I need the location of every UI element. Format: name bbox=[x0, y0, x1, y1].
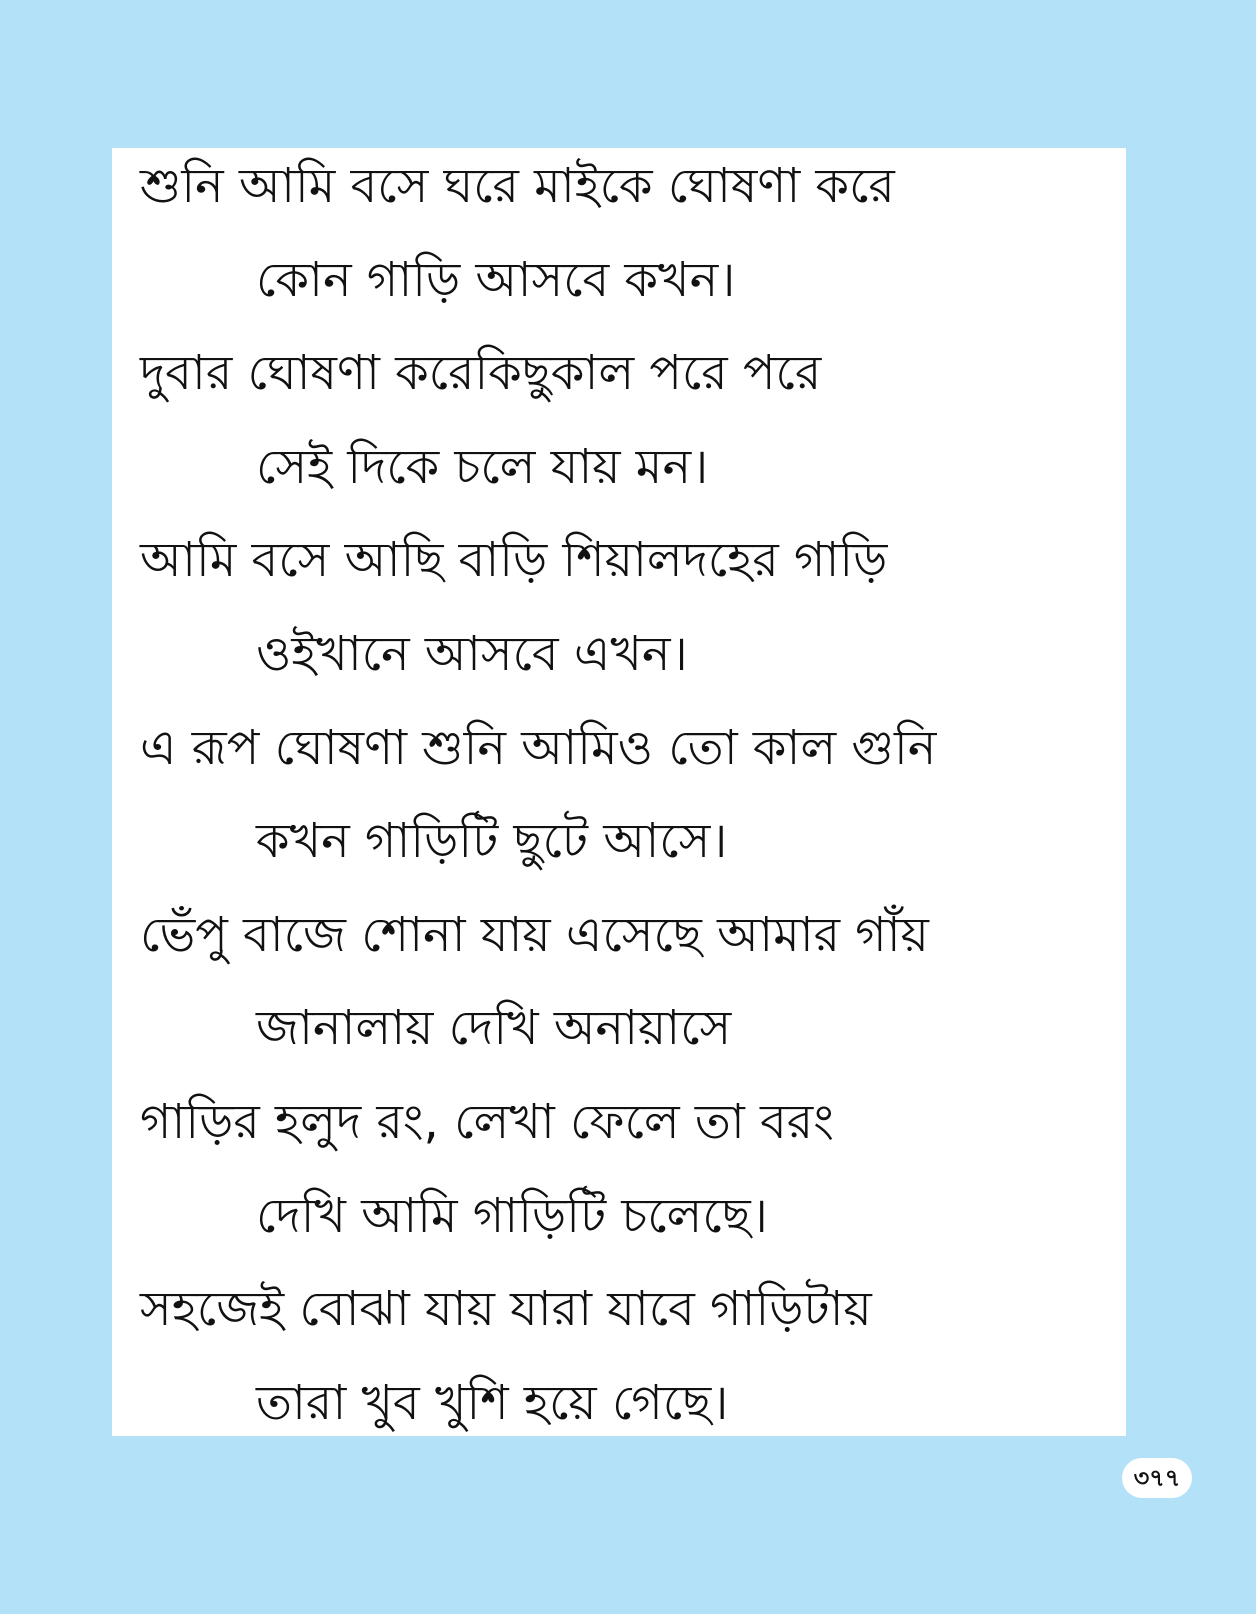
poem-line: কখন গাড়িটি ছুটে আসে। bbox=[256, 813, 728, 869]
poem-line: সেই দিকে চলে যায় মন। bbox=[256, 439, 709, 495]
poem-line: আমি বসে আছি বাড়ি শিয়ালদহের গাড়ি bbox=[140, 532, 888, 588]
poem-line: সহজেই বোঝা যায় যারা যাবে গাড়িটায় bbox=[140, 1281, 872, 1337]
page-number: ৩৭৭ bbox=[1122, 1458, 1192, 1498]
poem-line: ভেঁপু বাজে শোনা যায় এসেছে আমার গাঁয় bbox=[140, 907, 929, 963]
poem-line: এ রূপ ঘোষণা শুনি আমিও তো কাল গুনি bbox=[140, 720, 937, 776]
poem-line: দুবার ঘোষণা করেকিছুকাল পরে পরে bbox=[140, 345, 822, 401]
poem-line: দেখি আমি গাড়িটি চলেছে। bbox=[256, 1188, 768, 1244]
poem-line: কোন গাড়ি আসবে কখন। bbox=[256, 252, 736, 308]
poem-line: গাড়ির হলুদ রং, লেখা ফেলে তা বরং bbox=[140, 1094, 834, 1150]
poem-line: জানালায় দেখি অনায়াসে bbox=[256, 1000, 732, 1056]
poem-line: ওইখানে আসবে এখন। bbox=[256, 626, 688, 682]
poem-line: শুনি আমি বসে ঘরে মাইকে ঘোষণা করে bbox=[140, 158, 895, 214]
poem-line: তারা খুব খুশি হয়ে গেছে। bbox=[256, 1375, 729, 1431]
